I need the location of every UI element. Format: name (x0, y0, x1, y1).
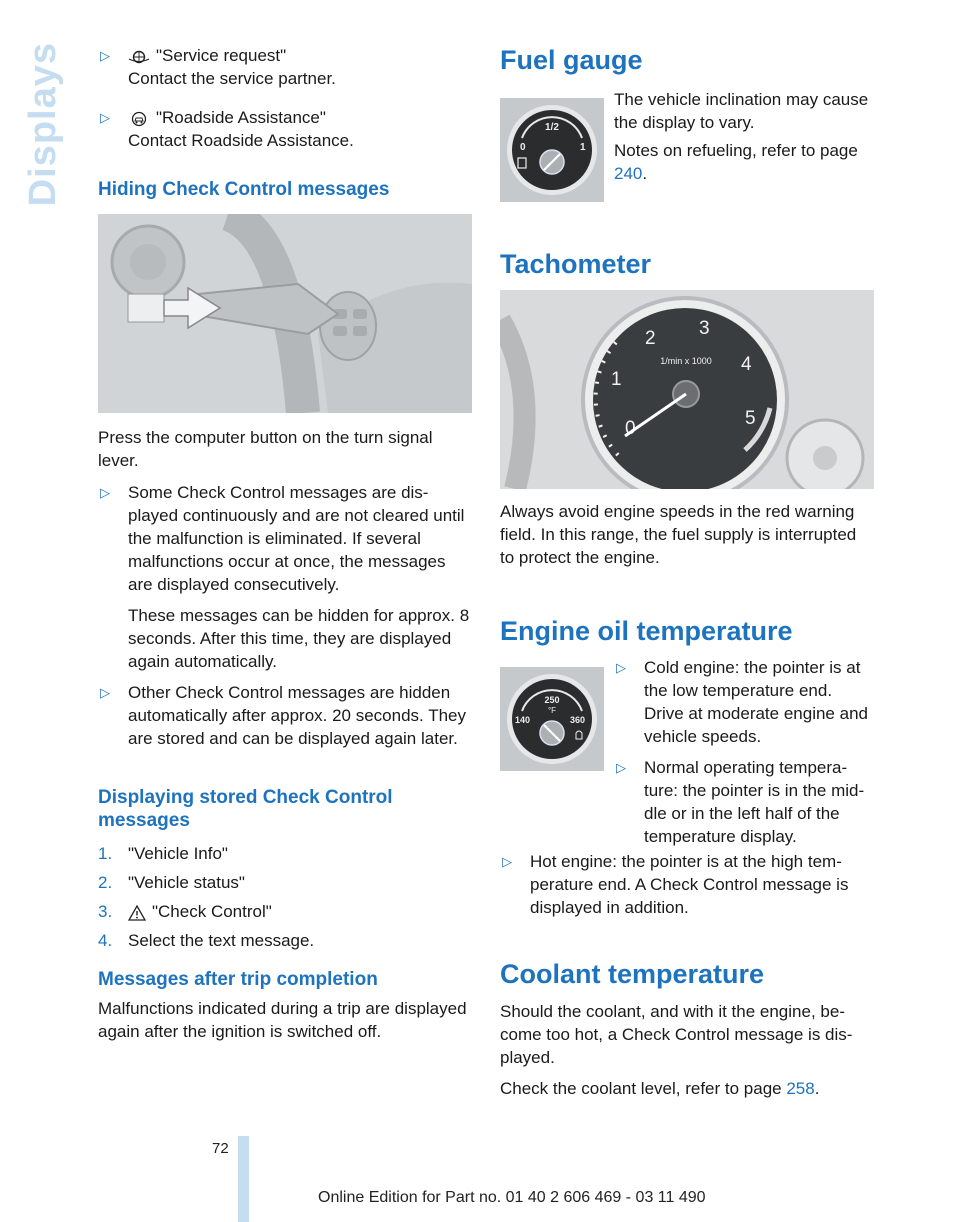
fuel-gauge-image (500, 98, 604, 202)
triangle-bullet-icon: ▷ (100, 110, 110, 125)
bmw-service-icon (128, 50, 150, 64)
roadside-item (98, 106, 502, 152)
oil-low-label: 140 (515, 715, 531, 725)
oil-high-label: 360 (570, 715, 586, 725)
list-item: ▷ Normal operating temperature: the pointer is in the middle or in the left half of the temperature display. (616, 758, 865, 846)
tow-truck-icon (128, 111, 150, 127)
page-number: 72 (212, 1140, 229, 1157)
section-side-title: Displays (22, 42, 64, 207)
step-item: 1. "Vehicle Info" (98, 844, 228, 863)
roadside-desc: Contact Roadside Assistance. (128, 131, 354, 150)
lever-caption: Press the computer button on the turn signal lever. (98, 428, 433, 470)
bullet-text: Other Check Control messages are hidden automatically after approx. 20 seconds. They are stored and can be displayed again later. (128, 683, 466, 748)
oil-top-label: 250 (544, 695, 560, 705)
oil-unit-label: °F (547, 706, 557, 715)
tach-tick-1: 1 (611, 369, 622, 390)
trip-heading: Messages after trip completion (98, 969, 378, 990)
fuel-half-label: 1/2 (545, 122, 559, 133)
roadside-label: "Roadside Assistance" (156, 108, 326, 127)
fuel-heading: Fuel gauge (500, 45, 643, 75)
edition-footer: Online Edition for Part no. 01 40 2 606 469 - 03 11 490 (318, 1189, 706, 1206)
triangle-bullet-icon: ▷ (100, 485, 110, 500)
coolant-reference: Check the coolant level, refer to page 258. (500, 1079, 820, 1098)
page-258-link[interactable]: 258 (786, 1079, 815, 1098)
service-request-label: "Service request" (156, 46, 287, 65)
trip-text: Malfunctions indicated during a trip are displayed again after the ignition is switched off. (98, 999, 467, 1041)
bullet-extra-text: These messages can be hidden for approx. 8 seconds. After this time, they are displayed again automatically. (128, 606, 470, 671)
oil-temperature-heading: Engine oil temperature (500, 616, 793, 646)
tach-tick-5: 5 (745, 408, 756, 429)
tachometer-image (500, 290, 874, 489)
fuel-text-2: Notes on refueling, refer to page 240. (614, 141, 858, 183)
step-item: 3. "Check Control" (98, 902, 272, 921)
triangle-bullet-icon: ▷ (502, 854, 512, 869)
triangle-bullet-icon: ▷ (100, 685, 110, 700)
step-item: 2. "Vehicle status" (98, 873, 245, 892)
oil-gauge-image (500, 667, 604, 771)
list-item (98, 481, 472, 673)
bullet-text: Some Check Control messages are displayed continuously and are not cleared until the malfunction is eliminated. If several malfunctions occur at once, the messages are displayed consecutively. (128, 483, 465, 594)
hiding-heading: Hiding Check Control messages (98, 179, 390, 200)
service-request-desc: Contact the service partner. (128, 69, 336, 88)
oil-bullets (614, 656, 874, 848)
list-item: ▷ Cold engine: the pointer is at the low temperature end. Drive at moderate engine and vehicle speeds. (616, 658, 868, 746)
fuel-low-label: 0 (520, 142, 526, 153)
stored-heading: Displaying stored Check Control messages (98, 787, 393, 831)
coolant-heading: Coolant temperature (500, 959, 765, 989)
tachometer-heading: Tachometer (500, 249, 652, 279)
tachometer-text: Always avoid engine speeds in the red warning field. In this range, the fuel supply is interrupted to protect the engine. (500, 502, 857, 567)
triangle-bullet-icon: ▷ (616, 760, 626, 775)
fuel-text-1: The vehicle inclination may cause the display to vary. (614, 90, 869, 132)
hot-engine-item: ▷ Hot engine: the pointer is at the high temperature end. A Check Control message is displayed in addition. (502, 852, 849, 917)
list-item (98, 681, 472, 750)
tach-tick-0: 0 (625, 418, 636, 439)
triangle-bullet-icon: ▷ (100, 48, 110, 63)
triangle-bullet-icon: ▷ (616, 660, 626, 675)
tach-tick-3: 3 (699, 318, 710, 339)
warning-triangle-icon (128, 905, 146, 921)
tach-unit-label: 1/min x 1000 (660, 356, 712, 366)
service-request-item (98, 44, 502, 90)
tach-tick-4: 4 (741, 354, 752, 375)
page-240-link[interactable]: 240 (614, 164, 643, 183)
step-item: 4. Select the text message. (98, 931, 315, 950)
turn-signal-lever-image (98, 214, 472, 413)
footer-accent-bar (238, 1136, 249, 1222)
steps-list (98, 842, 472, 952)
tach-tick-2: 2 (645, 328, 656, 349)
fuel-high-label: 1 (580, 142, 586, 153)
check-control-bullets (98, 481, 472, 750)
coolant-text: Should the coolant, and with it the engine, become too hot, a Check Control message is displayed. (500, 1002, 853, 1067)
